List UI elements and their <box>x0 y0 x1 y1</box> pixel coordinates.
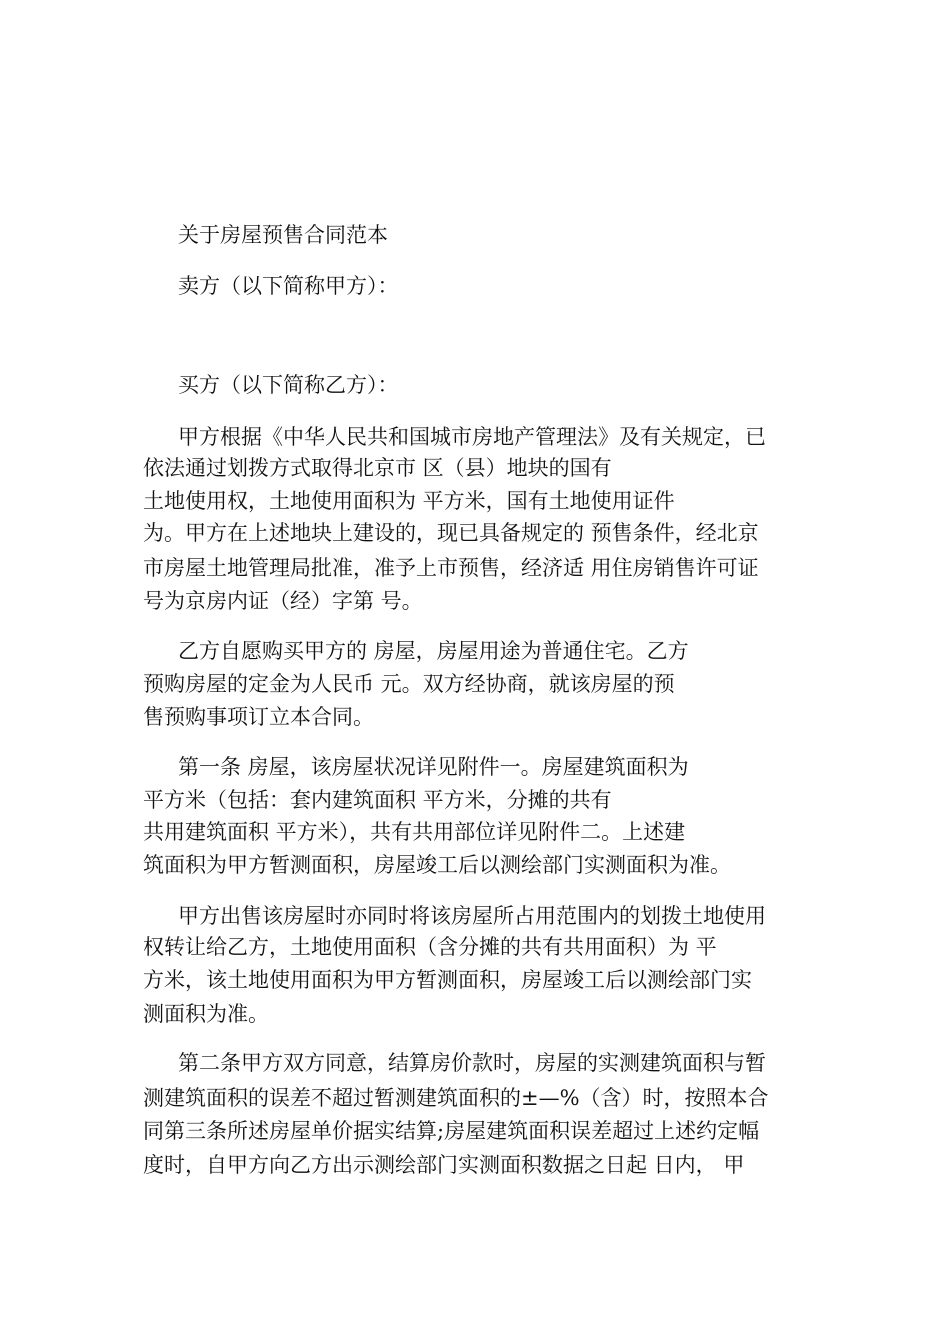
paragraph-line: 度时，自甲方向乙方出示测绘部门实测面积数据之日起 日内， 甲 <box>143 1153 745 1177</box>
buyer-line: 买方（以下简称乙方）： <box>178 373 399 397</box>
paragraph-line: 权转让给乙方，土地使用面积（含分摊的共有共用面积）为 平 <box>143 935 717 959</box>
paragraph-line: 售预购事项订立本合同。 <box>143 705 374 729</box>
document-title: 关于房屋预售合同范本 <box>178 223 388 247</box>
paragraph-line: 甲方出售该房屋时亦同时将该房屋所占用范围内的划拨土地使用 <box>178 904 766 928</box>
paragraph-line: 筑面积为甲方暂测面积，房屋竣工后以测绘部门实测面积为准。 <box>143 853 731 877</box>
paragraph-line: 为。甲方在上述地块上建设的，现已具备规定的 预售条件，经北京 <box>143 521 759 545</box>
paragraph-line: 平方米（包括：套内建筑面积 平方米，分摊的共有 <box>143 788 612 812</box>
seller-line: 卖方（以下简称甲方）： <box>178 274 399 298</box>
paragraph-line: 第二条甲方双方同意，结算房价款时，房屋的实测建筑面积与暂 <box>178 1051 766 1075</box>
paragraph-line: 依法通过划拨方式取得北京市 区（县）地块的国有 <box>143 456 612 480</box>
paragraph-line: 市房屋土地管理局批准，准予上市预售，经济适 用住房销售许可证 <box>143 556 759 580</box>
paragraph-line: 土地使用权，土地使用面积为 平方米，国有土地使用证件 <box>143 489 675 513</box>
paragraph-line: 同第三条所述房屋单价据实结算;房屋建筑面积误差超过上述约定幅 <box>143 1119 760 1143</box>
paragraph-line: 第一条 房屋，该房屋状况详见附件一。房屋建筑面积为 <box>178 755 689 779</box>
paragraph-line: 共用建筑面积 平方米），共有共用部位详见附件二。上述建 <box>143 820 686 844</box>
paragraph-line: 号为京房内证（经）字第 号。 <box>143 589 423 613</box>
paragraph-line: 甲方根据《中华人民共和国城市房地产管理法》及有关规定，已 <box>178 425 766 449</box>
paragraph-line: 预购房屋的定金为人民币 元。双方经协商，就该房屋的预 <box>143 672 675 696</box>
paragraph-line: 方米，该土地使用面积为甲方暂测面积，房屋竣工后以测绘部门实 <box>143 968 752 992</box>
paragraph-line: 测建筑面积的误差不超过暂测建筑面积的±—%（含）时，按照本合 <box>143 1086 769 1110</box>
paragraph-line: 测面积为准。 <box>143 1002 269 1026</box>
paragraph-line: 乙方自愿购买甲方的 房屋，房屋用途为普通住宅。乙方 <box>178 639 689 663</box>
